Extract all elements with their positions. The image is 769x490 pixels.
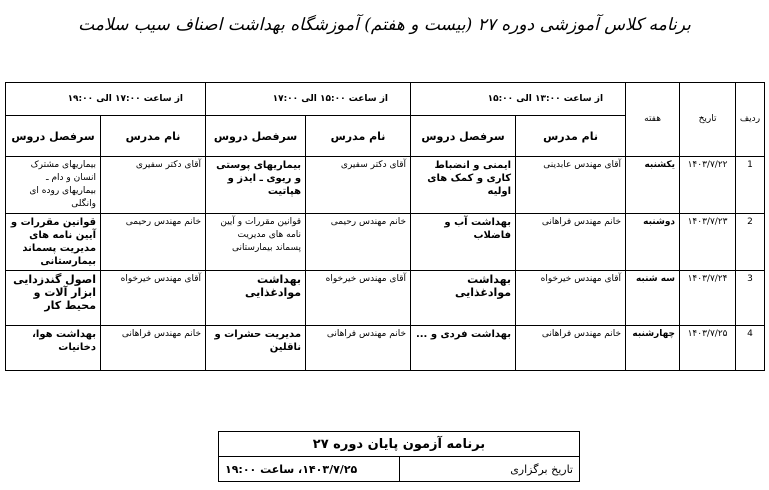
topic-cell: مدیریت حشرات و ناقلین bbox=[206, 326, 306, 371]
topic-cell: بهداشت آب و فاضلاب bbox=[411, 214, 516, 271]
row-date: ۱۴۰۳/۷/۲۵ bbox=[680, 326, 736, 371]
table-row bbox=[6, 214, 765, 271]
teacher-cell: آقای مهندس خیرخواه bbox=[101, 271, 206, 326]
row-date: ۱۴۰۳/۷/۲۴ bbox=[680, 271, 736, 326]
row-day: سه شنبه bbox=[626, 271, 680, 326]
topic-cell: بهداشت فردی و ... bbox=[411, 326, 516, 371]
topic-cell: اصول گندزدایی ابزار آلات و محیط کار bbox=[6, 271, 101, 326]
header-time-slot-2: از ساعت ۱۵:۰۰ الی ۱۷:۰۰ bbox=[206, 83, 411, 116]
exam-title: برنامه آزمون پایان دوره ۲۷ bbox=[219, 432, 580, 457]
row-number: 1 bbox=[736, 157, 765, 214]
teacher-cell: خانم مهندس رحیمی bbox=[101, 214, 206, 271]
exam-date-value: ۱۴۰۳/۷/۲۵، ساعت ۱۹:۰۰ bbox=[219, 457, 400, 482]
teacher-cell: آقای مهندس خیرخواه bbox=[306, 271, 411, 326]
topic-cell: قوانین مقررات و آیین نامه های مدیریت پسماند بیمارستانی bbox=[206, 214, 306, 271]
teacher-cell: آقای دکتر سفیری bbox=[306, 157, 411, 214]
header-week: هفته bbox=[626, 83, 680, 157]
row-day: یکشنبه bbox=[626, 157, 680, 214]
teacher-cell: خانم مهندس رحیمی bbox=[306, 214, 411, 271]
header-time-slot-3: از ساعت ۱۷:۰۰ الی ۱۹:۰۰ bbox=[6, 83, 206, 116]
schedule-table bbox=[5, 82, 765, 371]
exam-date-label: تاریخ برگزاری bbox=[399, 457, 580, 482]
row-date: ۱۴۰۳/۷/۲۲ bbox=[680, 157, 736, 214]
teacher-cell: آقای مهندس خیرخواه bbox=[516, 271, 626, 326]
row-number: 4 bbox=[736, 326, 765, 371]
row-number: 3 bbox=[736, 271, 765, 326]
row-date: ۱۴۰۳/۷/۲۳ bbox=[680, 214, 736, 271]
topic-cell: بهداشت موادغذایی bbox=[206, 271, 306, 326]
table-row bbox=[6, 157, 765, 214]
teacher-cell: خانم مهندس فراهانی bbox=[101, 326, 206, 371]
topic-cell: قوانین مقررات و آیین نامه های مدیریت پسماند بیمارستانی bbox=[6, 214, 101, 271]
header-row-number: ردیف bbox=[736, 83, 765, 157]
header-date: تاریخ bbox=[680, 83, 736, 157]
teacher-cell: آقای دکتر سفیری bbox=[101, 157, 206, 214]
teacher-cell: خانم مهندس فراهانی bbox=[516, 326, 626, 371]
exam-table bbox=[218, 431, 580, 482]
topic-cell: بیماریهای پوستی و ریوی ـ ایدز و هپاتیت bbox=[206, 157, 306, 214]
teacher-cell: آقای مهندس عابدینی bbox=[516, 157, 626, 214]
header-teacher: نام مدرس bbox=[306, 116, 411, 157]
topic-cell: بهداشت هوا، دخانیات bbox=[6, 326, 101, 371]
row-day: دوشنبه bbox=[626, 214, 680, 271]
header-teacher: نام مدرس bbox=[101, 116, 206, 157]
topic-cell: بیماریهای مشترک انسان و دام ـ بیماریهای روده ای وانگلی bbox=[6, 157, 101, 214]
header-topic: سرفصل دروس bbox=[206, 116, 306, 157]
row-number: 2 bbox=[736, 214, 765, 271]
topic-cell: ایمنی و انضباط کاری و کمک های اولیه bbox=[411, 157, 516, 214]
teacher-cell: خانم مهندس فراهانی bbox=[306, 326, 411, 371]
table-row bbox=[6, 326, 765, 371]
row-day: چهارشنبه bbox=[626, 326, 680, 371]
header-row-times bbox=[6, 83, 765, 116]
page-title: برنامه کلاس آموزشی دوره ۲۷ (بیست و هفتم) آموزشگاه بهداشت اصناف سیب سلامت bbox=[78, 15, 691, 35]
teacher-cell: خانم مهندس فراهانی bbox=[516, 214, 626, 271]
table-row bbox=[6, 271, 765, 326]
header-time-slot-1: از ساعت ۱۳:۰۰ الی ۱۵:۰۰ bbox=[411, 83, 626, 116]
header-teacher: نام مدرس bbox=[516, 116, 626, 157]
header-topic: سرفصل دروس bbox=[411, 116, 516, 157]
topic-cell: بهداشت موادغذایی bbox=[411, 271, 516, 326]
header-topic: سرفصل دروس bbox=[6, 116, 101, 157]
